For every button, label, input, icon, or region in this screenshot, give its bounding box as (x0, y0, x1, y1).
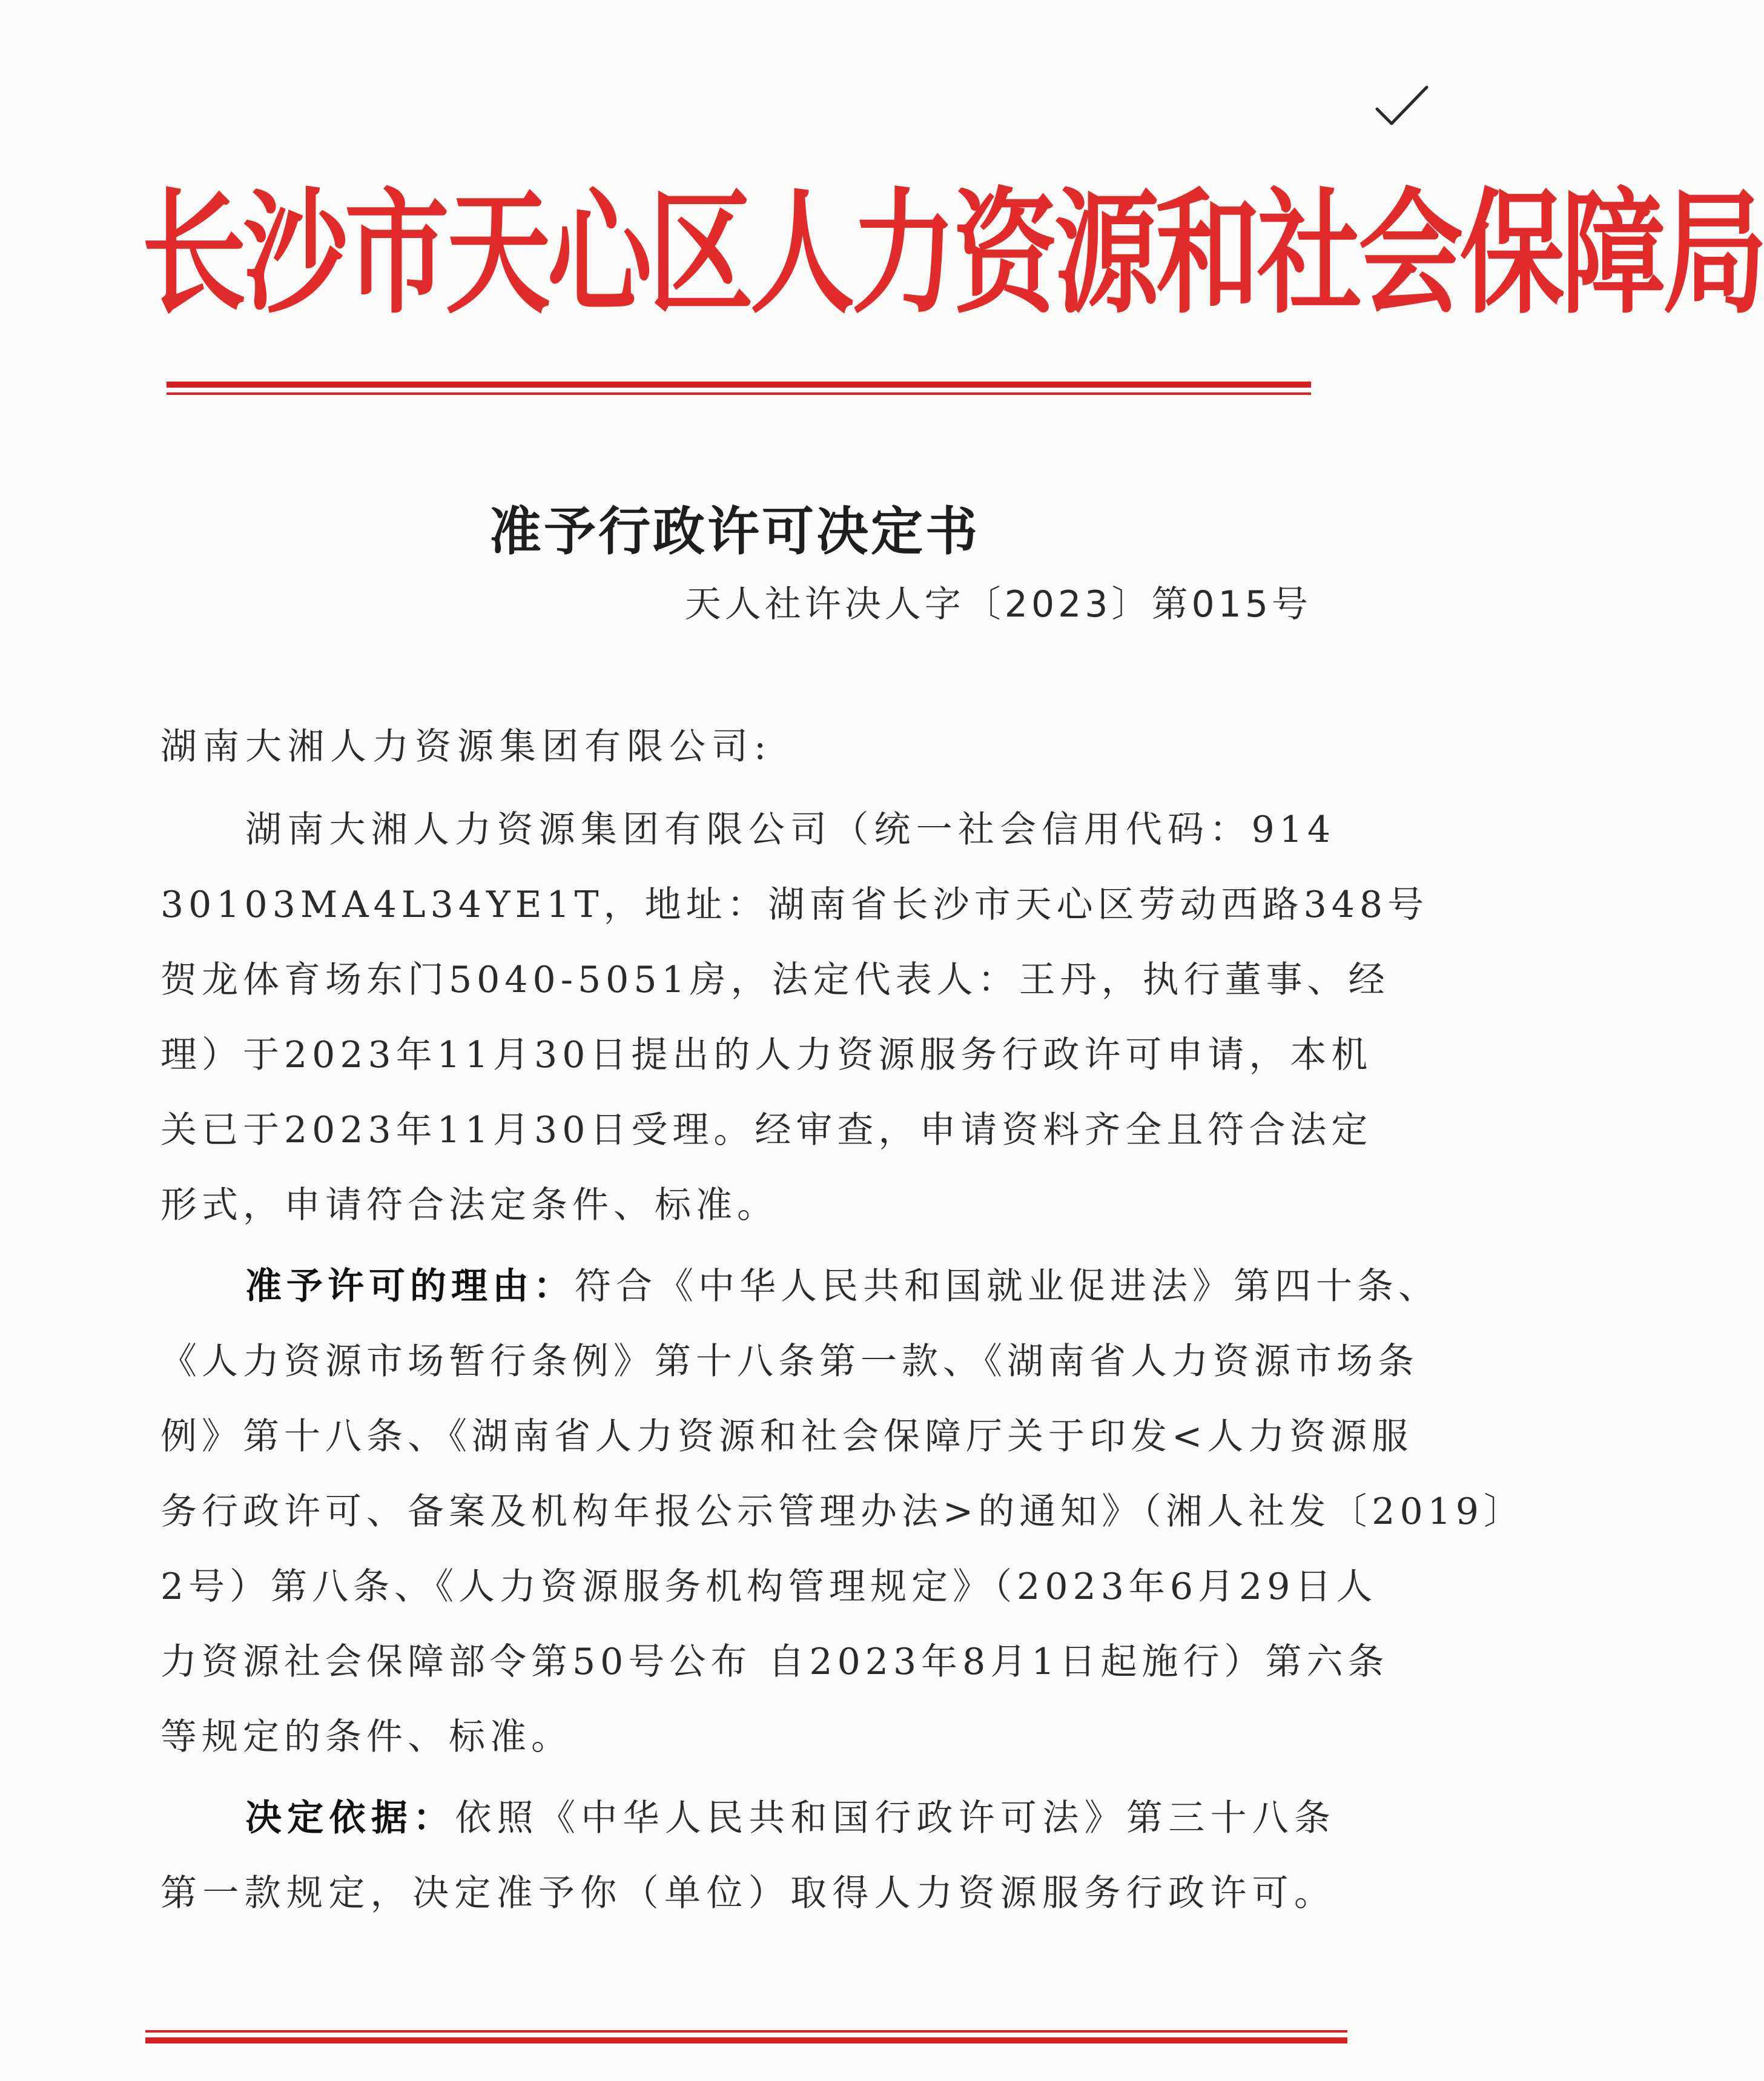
basis-label: 决定依据： (245, 1797, 455, 1839)
paragraph-line: 贺龙体育场东门5040-5051房，法定代表人：王丹，执行董事、经 (160, 959, 1390, 1001)
paragraph-line: 《人力资源市场暂行条例》第十八条第一款、《湖南省人力资源市场条 (160, 1340, 1419, 1383)
paragraph-line: 湖南大湘人力资源集团有限公司（统一社会信用代码：914 (245, 809, 1335, 851)
paragraph-line: 形式，申请符合法定条件、标准。 (160, 1184, 778, 1226)
footer-divider-thick (145, 2037, 1347, 2043)
paragraph-line: 务行政许可、备案及机构年报公示管理办法>的通知》（湘人社发〔2019〕 (160, 1490, 1525, 1533)
document-number: 天人社许决人字〔2023〕第015号 (684, 583, 1312, 626)
header-divider-thin (167, 392, 1311, 395)
paragraph-line: 例》第十八条、《湖南省人力资源和社会保障厅关于印发<人力资源服 (160, 1415, 1413, 1458)
paragraph-line-text: 符合《中华人民共和国就业促进法》第四十条、 (575, 1265, 1439, 1308)
check-mark-icon (1375, 85, 1429, 127)
paragraph-line (245, 1789, 1335, 1841)
paragraph-line: 2号）第八条、《人力资源服务机构管理规定》（2023年6月29日人 (160, 1566, 1378, 1608)
paragraph-line-text: 依照《中华人民共和国行政许可法》第三十八条 (455, 1797, 1336, 1839)
document-title: 准予行政许可决定书 (489, 501, 980, 562)
paragraph-line: 第一款规定，决定准予你（单位）取得人力资源服务行政许可。 (160, 1872, 1335, 1914)
agency-header: 长沙市天心区人力资源和社会保障局 (142, 176, 1764, 332)
paragraph-line: 30103MA4L34YE1T，地址：湖南省长沙市天心区劳动西路348号 (160, 884, 1429, 926)
reasons-label: 准予许可的理由： (245, 1265, 575, 1308)
header-divider-thick (167, 382, 1311, 388)
addressee: 湖南大湘人力资源集团有限公司: (160, 726, 773, 768)
paragraph-line: 力资源社会保障部令第50号公布 自2023年8月1日起施行）第六条 (160, 1641, 1389, 1683)
paragraph-line: 等规定的条件、标准。 (160, 1716, 572, 1758)
paragraph-line: 理）于2023年11月30日提出的人力资源服务行政许可申请，本机 (160, 1034, 1373, 1076)
paragraph-line: 关已于2023年11月30日受理。经审查，申请资料齐全且符合法定 (160, 1109, 1373, 1151)
footer-divider-thin (145, 2030, 1347, 2033)
paragraph-line (245, 1257, 1439, 1309)
